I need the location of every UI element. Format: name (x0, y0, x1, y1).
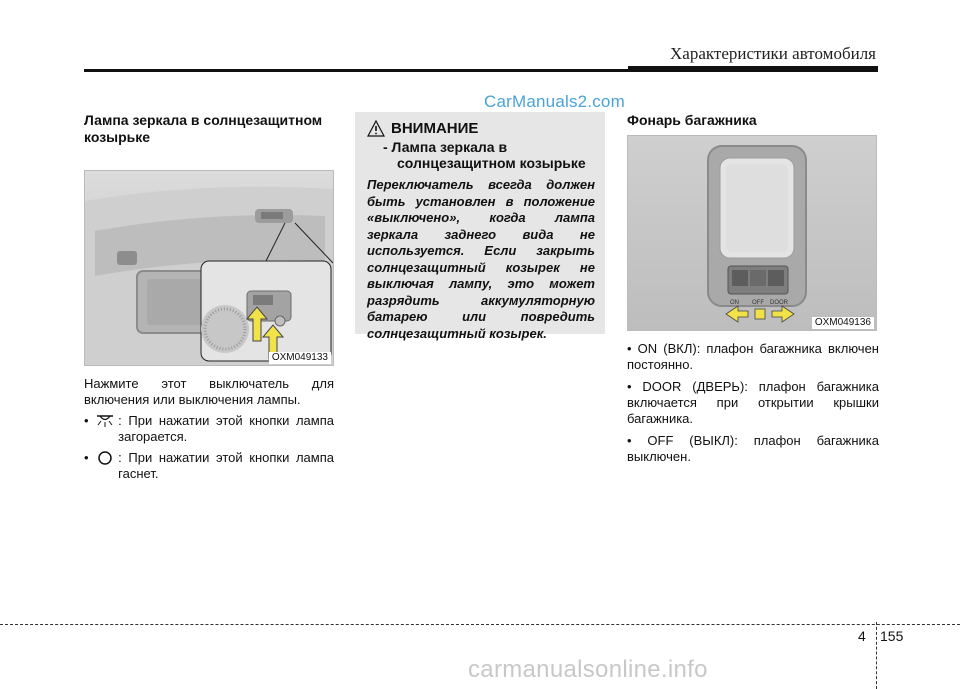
chapter-number: 4 (858, 628, 866, 644)
caution-body: Переключатель всегда должен быть установлен в положение «выключено», когда лампа зеркала заднего вида не используется. Если закрыть солнцезащитный козырек не выключая лампу, это может разрядить аккумуляторную батарею или повредить солнцезащитный козырек. (367, 177, 595, 341)
bullet-dot: • (84, 413, 93, 428)
lamp-on-text: : При нажатии этой кнопки лампа загорается. (118, 413, 334, 444)
lamp-on-icon (92, 413, 118, 429)
caution-header (367, 120, 595, 137)
caution-subtitle-line1: - Лампа зеркала в (383, 139, 508, 155)
trunk-lamp-illustration (628, 136, 877, 331)
running-header: Характеристики автомобиля (670, 44, 876, 63)
mode-door-text: • DOOR (ДВЕРЬ): плафон багажника включается при открытии крышки багажника. (627, 379, 879, 426)
photo-code-trunk: OXM049136 (812, 317, 874, 329)
lamp-off-icon (92, 450, 118, 466)
section-title-vanity-lamp: Лампа зеркала в солнцезащитном козырьке (84, 112, 323, 145)
lamp-off-text: : При нажатии этой кнопки лампа гаснет. (118, 450, 334, 481)
caution-title: ВНИМАНИЕ (391, 120, 479, 137)
switch-label-off: OFF (752, 300, 764, 306)
caution-box (355, 112, 605, 341)
column-trunk-lamp (627, 112, 879, 465)
switch-label-door: DOOR (770, 300, 788, 306)
trunk-lamp-modes (627, 341, 879, 465)
vanity-lamp-photo (84, 170, 334, 366)
watermark-carmanualsonline[interactable]: carmanualsonline.info (468, 656, 708, 683)
list-item-mode-on (627, 341, 879, 373)
trunk-lamp-photo (627, 135, 877, 331)
mode-on-text: • ON (ВКЛ): плафон багажника включен постоянно. (627, 341, 879, 372)
switch-label-on: ON (730, 300, 739, 306)
vanity-lamp-intro: Нажмите этот выключатель для включения или выключения лампы. (84, 376, 334, 407)
mode-off-text: • OFF (ВЫКЛ): плафон багажника выключен. (627, 433, 879, 464)
caution-subtitle-line2: солнцезащитном козырьке (397, 155, 586, 171)
watermark-carmanuals2[interactable]: CarManuals2.com (484, 92, 625, 111)
page-number-value: 155 (880, 628, 904, 644)
page-divider (876, 622, 877, 689)
photo-code-vanity: OXM049133 (269, 352, 331, 364)
list-item-mode-off (627, 433, 879, 465)
list-item-lamp-on (84, 413, 334, 445)
section-title-trunk-lamp: Фонарь багажника (627, 112, 757, 128)
column-vanity-mirror-lamp (84, 112, 334, 482)
footer-rule (0, 624, 960, 625)
vanity-lamp-illustration (85, 171, 334, 366)
warning-triangle-icon (367, 120, 385, 137)
header-rule-accent (628, 66, 878, 72)
bullet-dot: • (84, 450, 93, 465)
list-item-lamp-off (84, 450, 334, 482)
list-item-mode-door (627, 379, 879, 427)
